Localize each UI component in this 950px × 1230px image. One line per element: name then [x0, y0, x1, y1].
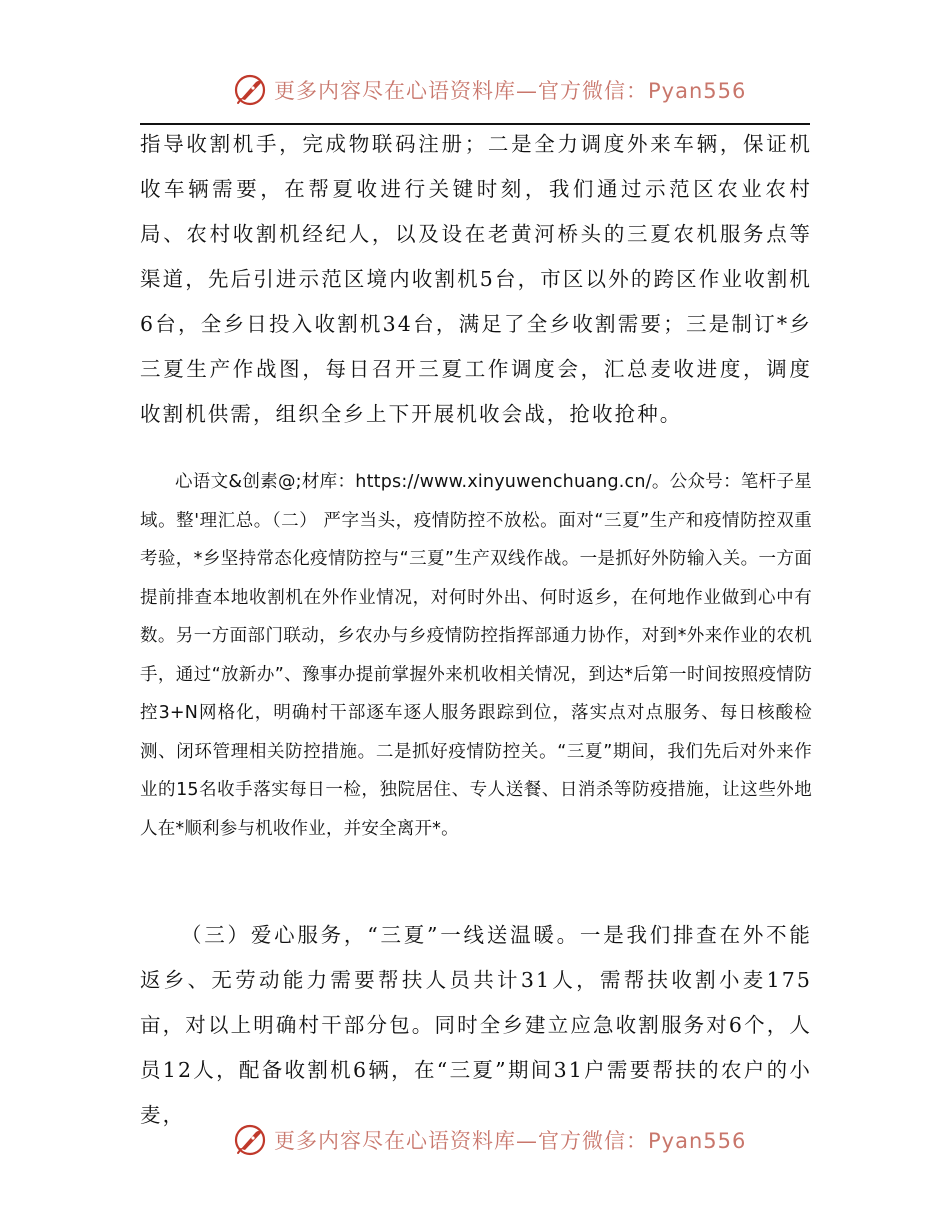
quill-pen-icon	[232, 72, 268, 108]
paragraph-1-text: 指导收割机手，完成物联码注册；二是全力调度外来车辆，保证机收车辆需要，在帮夏收进行关键时刻，我们通过示范区农业农村局、农村收割机经纪人，以及设在老黄河桥头的三夏农机服务点等渠道，先后引进示范区境内收割机5台，市区以外的跨区作业收割机6台，全乡日投入收割机34台，满足了全乡收割需要；三是制订*乡三夏生产作战图，每日召开三夏工作调度会，汇总麦收进度，调度收割机供需，组织全乡上下开展机收会战，抢收抢种。	[140, 132, 812, 426]
paragraph-epidemic-control	[140, 463, 812, 848]
paragraph-caring-service	[140, 913, 812, 1138]
header-banner	[232, 68, 752, 112]
paragraph-3-text: （三）爱心服务，“三夏”一线送温暖。一是我们排查在外不能返乡、无劳动能力需要帮扶人员共计31人，需帮扶收割小麦175亩，对以上明确村干部分包。同时全乡建立应急收割服务对6个，人员12人，配备收割机6辆，在“三夏”期间31户需要帮扶的农户的小麦，	[140, 923, 812, 1127]
paragraph-2-text: 心语文&创素@;材库：https://www.xinyuwenchuang.cn/。公众号：笔杆子星域。整'理汇总。（二） 严字当头，疫情防控不放松。面对“三夏”生产和疫情防控双重考验，*乡坚持常态化疫情防控与“三夏”生产双线作战。一是抓好外防输入关。一方面提前排查本地收割机在外作业情况，对何时外出、何时返乡，在何地作业做到心中有数。另一方面部门联动，乡农办与乡疫情防控指挥部通力协作，对到*外来作业的农机手，通过“放新办”、豫事办提前掌握外来机收相关情况，到达*后第一时间按照疫情防控3+N网格化，明确村干部逐车逐人服务跟踪到位，落实点对点服务、每日核酸检测、闭环管理相关防控措施。二是抓好疫情防控关。“三夏”期间，我们先后对外来作业的15名收手落实每日一检，独院居住、专人送餐、日消杀等防疫措施，让这些外地人在*顺利参与机收作业，并安全离开*。	[140, 472, 812, 839]
quill-pen-icon	[232, 1122, 268, 1158]
paragraph-continuation	[140, 122, 812, 437]
footer-banner	[232, 1118, 752, 1162]
footer-banner-text: 更多内容尽在心语资料库—官方微信：Pyan556	[274, 1129, 747, 1153]
header-banner-text: 更多内容尽在心语资料库—官方微信：Pyan556	[274, 79, 747, 103]
